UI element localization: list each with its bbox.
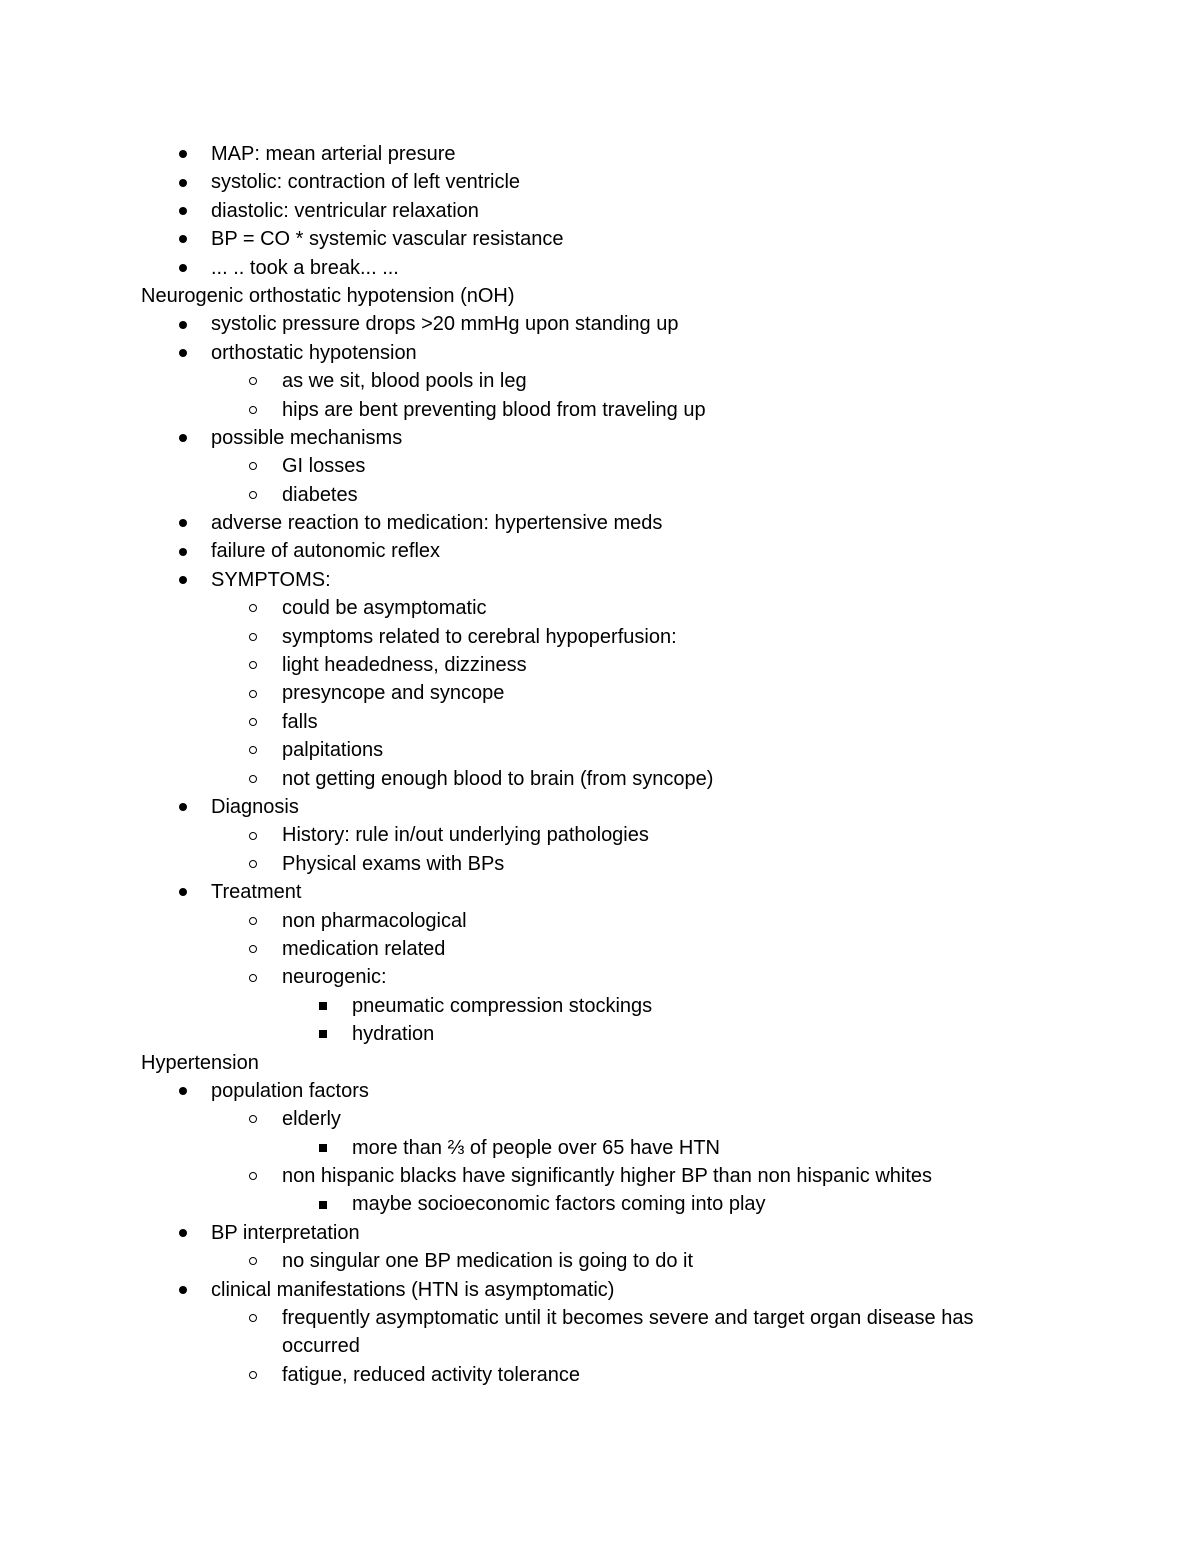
section-heading xyxy=(0,282,1200,310)
list-item-text: MAP: mean arterial presure xyxy=(211,143,456,165)
list-item xyxy=(0,793,1200,821)
document-page xyxy=(0,140,1200,1389)
filled-bullet-icon xyxy=(179,1286,187,1294)
list-item xyxy=(0,140,1200,168)
list-item xyxy=(0,1162,1200,1190)
list-item-text: frequently asymptomatic until it becomes severe and target organ disease has occurred xyxy=(282,1307,974,1358)
list-item xyxy=(0,907,1200,935)
list-item-text: presyncope and syncope xyxy=(282,682,505,705)
filled-bullet-icon xyxy=(179,576,187,584)
list-item xyxy=(0,1077,1200,1105)
list-item-text: SYMPTOMS: xyxy=(211,568,331,591)
list-item xyxy=(0,339,1200,367)
filled-bullet-icon xyxy=(179,235,187,243)
filled-bullet-icon xyxy=(179,207,187,215)
list-item xyxy=(0,367,1200,395)
list-item xyxy=(0,566,1200,594)
filled-bullet-icon xyxy=(179,888,187,896)
hollow-bullet-icon xyxy=(249,718,257,726)
square-bullet-icon xyxy=(319,1144,327,1152)
list-item-text: not getting enough blood to brain (from syncope) xyxy=(282,767,714,790)
list-item-text: more than ⅔ of people over 65 have HTN xyxy=(352,1136,720,1159)
list-item xyxy=(0,935,1200,963)
list-item xyxy=(0,821,1200,849)
square-bullet-icon xyxy=(319,1201,327,1209)
list-item-text: neurogenic: xyxy=(282,966,387,989)
filled-bullet-icon xyxy=(179,150,187,158)
hollow-bullet-icon xyxy=(249,604,257,612)
list-item-text: orthostatic hypotension xyxy=(211,341,417,364)
filled-bullet-icon xyxy=(179,349,187,357)
list-item xyxy=(0,452,1200,480)
list-item xyxy=(0,878,1200,906)
list-item-text: Physical exams with BPs xyxy=(282,852,505,875)
filled-bullet-icon xyxy=(179,1229,187,1237)
list-item-text: palpitations xyxy=(282,739,384,762)
hollow-bullet-icon xyxy=(249,1257,257,1265)
list-item xyxy=(0,651,1200,679)
list-item xyxy=(0,254,1200,282)
list-item-text: could be asymptomatic xyxy=(282,597,487,620)
hollow-bullet-icon xyxy=(249,377,257,385)
hollow-bullet-icon xyxy=(249,491,257,499)
list-item xyxy=(0,1134,1200,1162)
hollow-bullet-icon xyxy=(249,860,257,868)
list-item-text: BP = CO * systemic vascular resistance xyxy=(211,228,564,251)
list-item-text: failure of autonomic reflex xyxy=(211,540,441,563)
hollow-bullet-icon xyxy=(249,462,257,470)
list-item xyxy=(0,310,1200,338)
hollow-bullet-icon xyxy=(249,917,257,925)
list-item-text: as we sit, blood pools in leg xyxy=(282,370,527,393)
list-item-text: Diagnosis xyxy=(211,795,299,818)
square-bullet-icon xyxy=(319,1030,327,1038)
hollow-bullet-icon xyxy=(249,633,257,641)
filled-bullet-icon xyxy=(179,519,187,527)
list-item xyxy=(0,850,1200,878)
hollow-bullet-icon xyxy=(249,1371,257,1379)
list-item xyxy=(0,708,1200,736)
list-item-text: non hispanic blacks have significantly higher BP than non hispanic whites xyxy=(282,1165,933,1188)
list-item xyxy=(0,1190,1200,1218)
filled-bullet-icon xyxy=(179,434,187,442)
list-item-text: light headedness, dizziness xyxy=(282,654,527,677)
hollow-bullet-icon xyxy=(249,1314,257,1322)
list-item-text: diastolic: ventricular relaxation xyxy=(211,199,479,222)
filled-bullet-icon xyxy=(179,321,187,329)
list-item xyxy=(0,623,1200,651)
list-item-text: BP interpretation xyxy=(211,1221,360,1244)
list-item-text: systolic: contraction of left ventricle xyxy=(211,171,521,194)
list-item xyxy=(0,1276,1200,1304)
list-item xyxy=(0,396,1200,424)
filled-bullet-icon xyxy=(179,179,187,187)
filled-bullet-icon xyxy=(179,548,187,556)
list-item-text: clinical manifestations (HTN is asymptomatic) xyxy=(211,1278,615,1301)
list-item-text: pneumatic compression stockings xyxy=(352,994,653,1017)
list-item xyxy=(0,736,1200,764)
list-item xyxy=(0,1219,1200,1247)
list-item-text: population factors xyxy=(211,1079,369,1102)
list-item xyxy=(0,509,1200,537)
list-item-text: elderly xyxy=(282,1108,341,1131)
list-item-text: no singular one BP medication is going to do it xyxy=(282,1250,694,1273)
list-item xyxy=(0,1304,1200,1361)
hollow-bullet-icon xyxy=(249,661,257,669)
list-item xyxy=(0,1247,1200,1275)
section-heading xyxy=(0,1049,1200,1077)
filled-bullet-icon xyxy=(179,1087,187,1095)
hollow-bullet-icon xyxy=(249,945,257,953)
list-item xyxy=(0,225,1200,253)
list-item xyxy=(0,1105,1200,1133)
hollow-bullet-icon xyxy=(249,746,257,754)
list-item xyxy=(0,594,1200,622)
list-item-text: ... .. took a break... ... xyxy=(211,256,399,279)
list-item xyxy=(0,424,1200,452)
list-item-text: possible mechanisms xyxy=(211,426,403,449)
list-item-text: History: rule in/out underlying pathologies xyxy=(282,824,649,847)
list-item xyxy=(0,481,1200,509)
list-item-text: systolic pressure drops >20 mmHg upon standing up xyxy=(211,313,679,336)
list-item xyxy=(0,963,1200,991)
list-item xyxy=(0,1020,1200,1048)
list-item xyxy=(0,197,1200,225)
heading-text: Hypertension xyxy=(141,1051,259,1074)
list-item-text: symptoms related to cerebral hypoperfusion: xyxy=(282,625,677,648)
list-item-text: falls xyxy=(282,710,318,733)
list-item-text: diabetes xyxy=(282,483,358,506)
list-item-text: non pharmacological xyxy=(282,909,467,932)
filled-bullet-icon xyxy=(179,803,187,811)
list-item xyxy=(0,537,1200,565)
filled-bullet-icon xyxy=(179,264,187,272)
list-item-text: Treatment xyxy=(211,881,302,904)
hollow-bullet-icon xyxy=(249,1172,257,1180)
list-item-text: adverse reaction to medication: hypertensive meds xyxy=(211,512,663,535)
list-item-text: medication related xyxy=(282,937,446,960)
list-item-text: maybe socioeconomic factors coming into play xyxy=(352,1193,766,1216)
hollow-bullet-icon xyxy=(249,1115,257,1123)
list-item xyxy=(0,168,1200,196)
list-item xyxy=(0,992,1200,1020)
heading-text: Neurogenic orthostatic hypotension (nOH) xyxy=(141,284,515,307)
square-bullet-icon xyxy=(319,1002,327,1010)
list-item-text: GI losses xyxy=(282,455,366,478)
hollow-bullet-icon xyxy=(249,775,257,783)
list-item-text: hips are bent preventing blood from traveling up xyxy=(282,398,706,421)
hollow-bullet-icon xyxy=(249,974,257,982)
list-item xyxy=(0,1361,1200,1389)
list-item xyxy=(0,765,1200,793)
list-item-text: fatigue, reduced activity tolerance xyxy=(282,1363,580,1386)
hollow-bullet-icon xyxy=(249,690,257,698)
hollow-bullet-icon xyxy=(249,832,257,840)
list-item xyxy=(0,679,1200,707)
list-item-text: hydration xyxy=(352,1023,435,1046)
hollow-bullet-icon xyxy=(249,406,257,414)
